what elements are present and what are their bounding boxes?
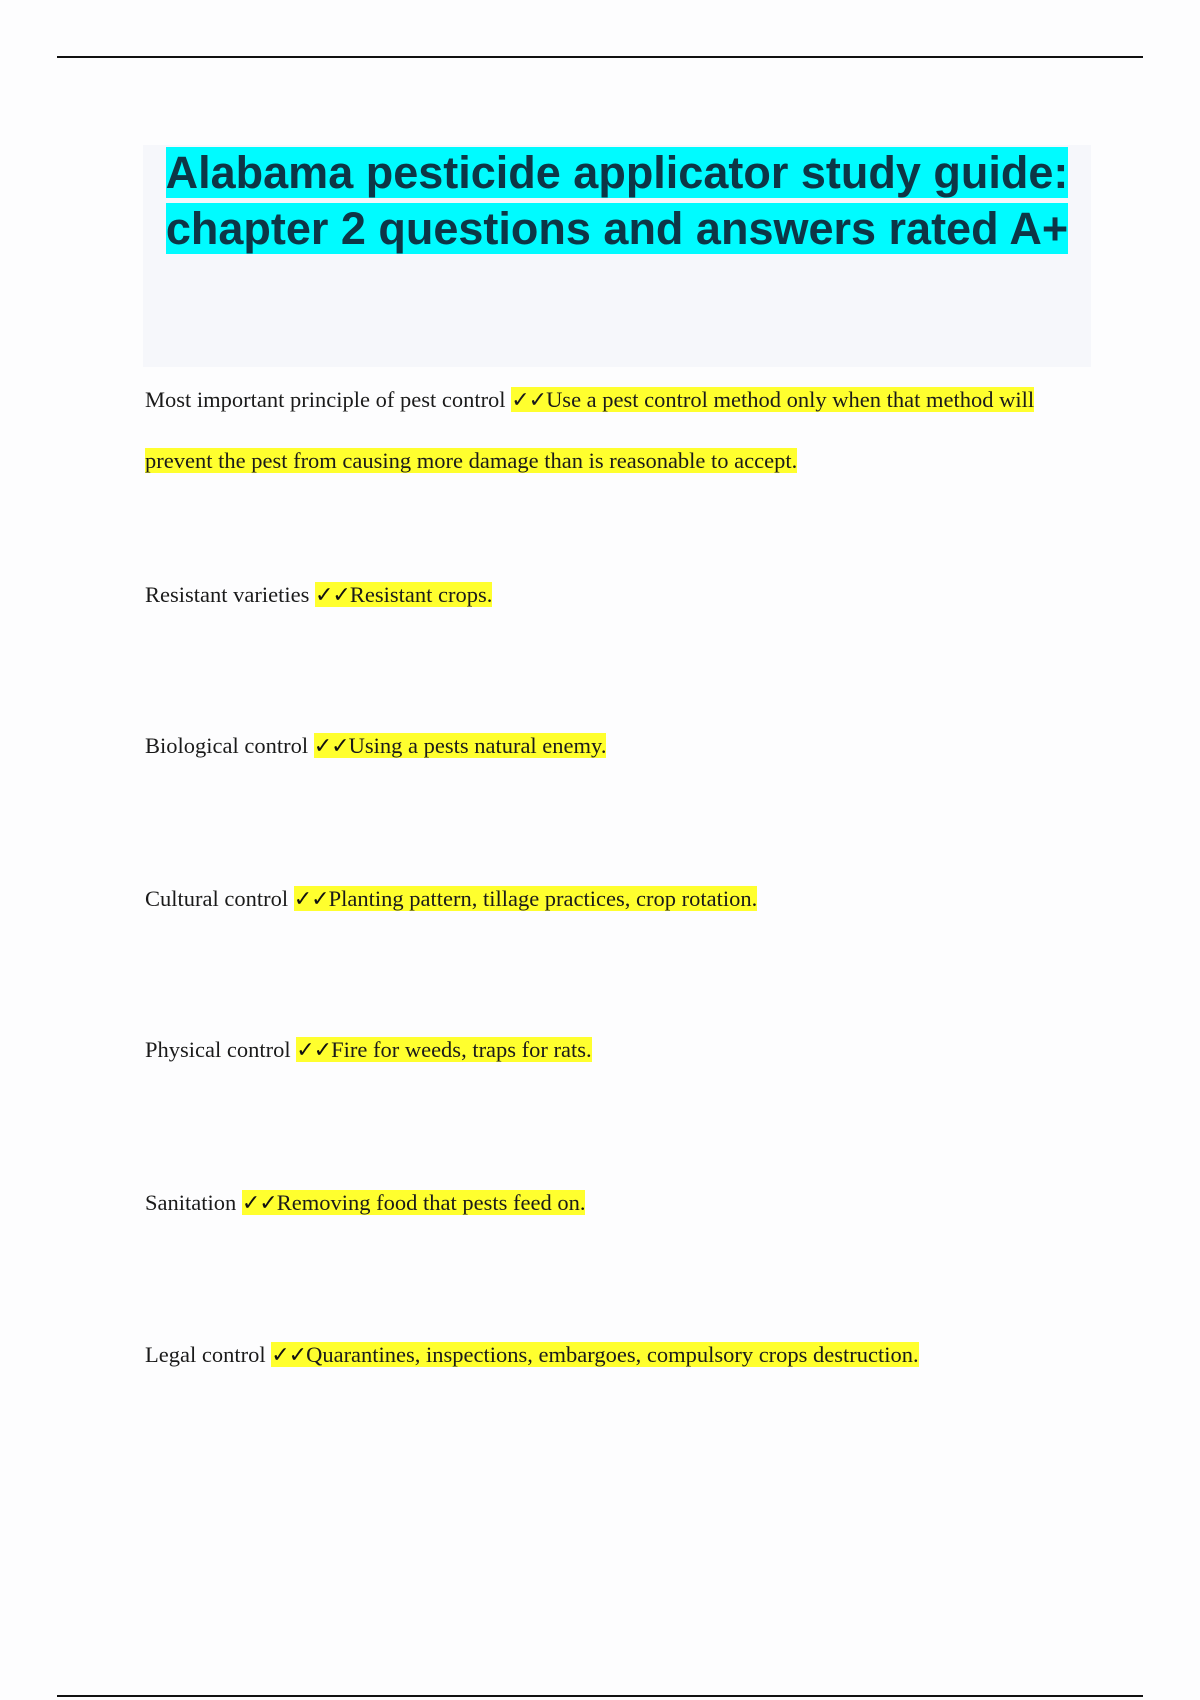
qa-item — [145, 1188, 1085, 1219]
qa-answer-text: Resistant crops. — [349, 582, 493, 607]
double-check-icon: ✓✓ — [313, 734, 349, 759]
qa-answer-text: Using a pests natural enemy. — [348, 733, 607, 758]
title-text: Alabama pesticide applicator study guide: chapter 2 questions and answers rated A+ — [165, 147, 1069, 254]
double-check-icon: ✓✓ — [271, 1343, 307, 1368]
qa-item — [145, 1035, 1085, 1066]
qa-item — [145, 580, 1085, 611]
qa-term: Cultural control — [145, 886, 289, 911]
document-title — [143, 145, 1091, 257]
qa-answer — [271, 1342, 918, 1367]
qa-item — [145, 731, 1085, 762]
qa-answer-text: Planting pattern, tillage practices, crop rotation. — [328, 886, 758, 911]
double-check-icon: ✓✓ — [314, 583, 350, 608]
qa-answer-text: Fire for weeds, traps for rats. — [331, 1037, 592, 1062]
double-check-icon: ✓✓ — [511, 388, 547, 413]
qa-term: Legal control — [145, 1342, 266, 1367]
qa-answer — [294, 886, 758, 911]
qa-answer — [242, 1190, 586, 1215]
qa-item — [145, 370, 1075, 491]
qa-item — [145, 884, 1085, 915]
top-rule — [57, 56, 1143, 58]
double-check-icon: ✓✓ — [241, 1191, 277, 1216]
qa-term: Physical control — [145, 1037, 291, 1062]
qa-answer-text: Quarantines, inspections, embargoes, compulsory crops destruction. — [306, 1342, 919, 1367]
qa-answer — [314, 733, 607, 758]
qa-term: Biological control — [145, 733, 309, 758]
bottom-rule — [57, 1695, 1143, 1697]
qa-answer — [315, 582, 492, 607]
qa-answer-text: Removing food that pests feed on. — [276, 1190, 586, 1215]
qa-term: Most important principle of pest control — [145, 387, 506, 412]
qa-term: Sanitation — [145, 1190, 237, 1215]
double-check-icon: ✓✓ — [293, 887, 329, 912]
double-check-icon: ✓✓ — [296, 1038, 332, 1063]
qa-item — [145, 1340, 1085, 1371]
qa-answer — [296, 1037, 591, 1062]
qa-answer-text: Use a pest control method only when that method will prevent the pest from causing more damage than is reasonable to accept. — [145, 387, 1035, 473]
qa-term: Resistant varieties — [145, 582, 310, 607]
